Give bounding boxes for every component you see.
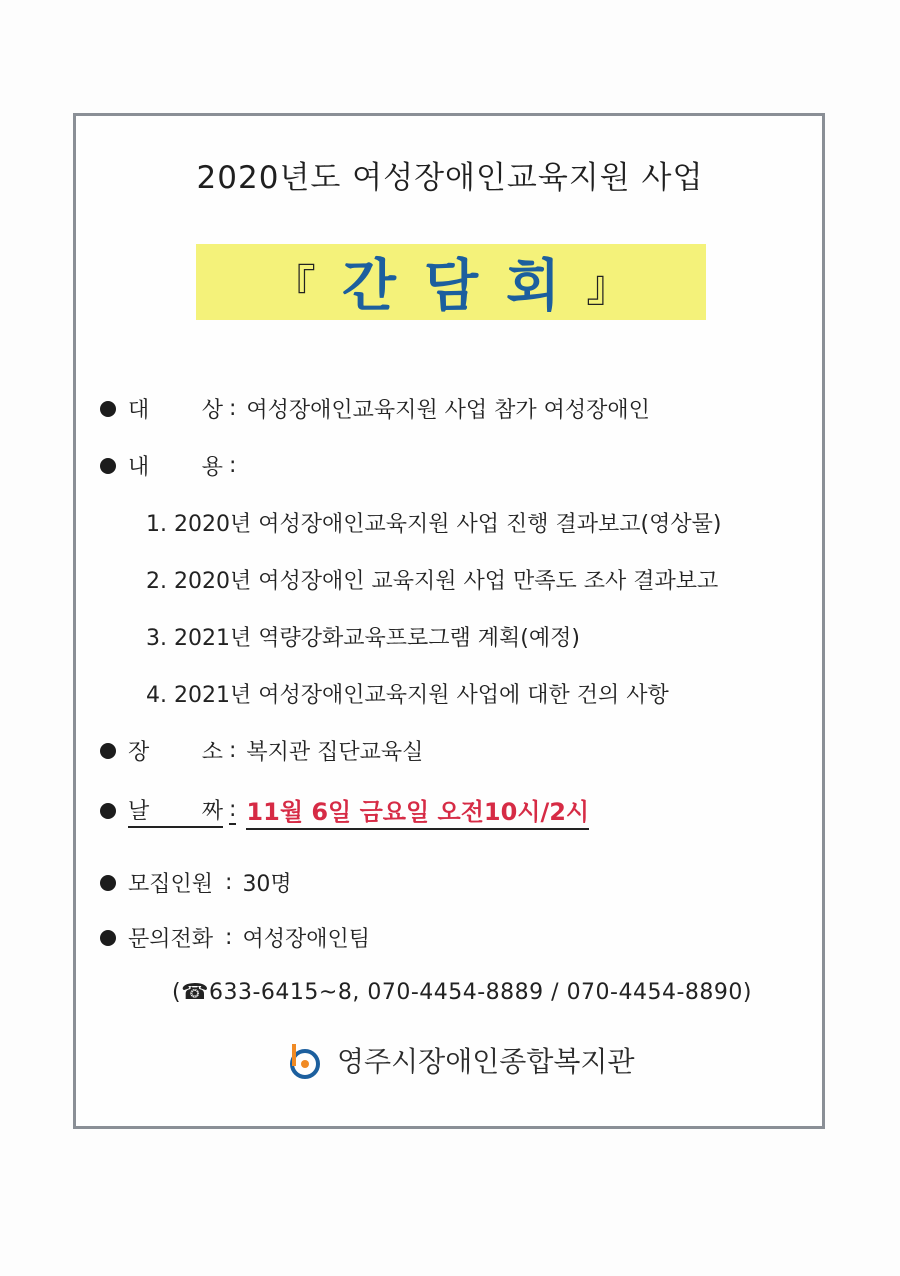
date-label: 날 짜 <box>128 794 223 828</box>
organization <box>283 1040 635 1080</box>
target-label: 대 상 <box>128 398 223 423</box>
capacity-row: 모집인원 : 30명 <box>100 867 292 898</box>
bullet-icon <box>100 458 116 474</box>
phone-numbers: (☎633-6415~8, 070-4454-8889 / 070-4454-8890) <box>172 980 752 1005</box>
open-bracket: 『 <box>271 261 316 312</box>
bullet-icon <box>100 401 116 417</box>
capacity-label: 모집인원 <box>128 872 214 897</box>
list-item: 2. 2020년 여성장애인 교육지원 사업 만족도 조사 결과보고 <box>146 569 719 594</box>
place-label: 장 소 <box>128 740 223 765</box>
place-value: 복지관 집단교육실 <box>246 740 424 765</box>
place-row: 장 소 : 복지관 집단교육실 <box>100 735 423 766</box>
title-banner <box>196 244 706 320</box>
welfare-center-logo-icon <box>283 1040 323 1080</box>
date-row: 날 짜 : 11월 6일 금요일 오전10시/2시 <box>100 792 589 830</box>
bullet-icon <box>100 743 116 759</box>
bullet-icon <box>100 803 116 819</box>
inquiry-label: 문의전화 <box>128 927 214 952</box>
content-row: 내 용 : <box>100 450 246 481</box>
capacity-value: 30명 <box>242 872 292 897</box>
bullet-icon <box>100 875 116 891</box>
date-value: 11월 6일 금요일 오전10시/2시 <box>246 792 589 830</box>
list-item: 3. 2021년 역량강화교육프로그램 계획(예정) <box>146 626 580 651</box>
inquiry-value: 여성장애인팀 <box>242 927 370 952</box>
target-value: 여성장애인교육지원 사업 참가 여성장애인 <box>246 398 650 423</box>
organization-name: 영주시장애인종합복지관 <box>337 1045 635 1078</box>
inquiry-row: 문의전화 : 여성장애인팀 <box>100 922 370 953</box>
banner-title: 간담회 <box>341 254 589 319</box>
list-item: 1. 2020년 여성장애인교육지원 사업 진행 결과보고(영상물) <box>146 512 722 537</box>
page-title: 2020년도 여성장애인교육지원 사업 <box>196 160 704 196</box>
content-label: 내 용 <box>128 455 223 480</box>
bullet-icon <box>100 930 116 946</box>
close-bracket: 』 <box>586 261 631 312</box>
target-row: 대 상 : 여성장애인교육지원 사업 참가 여성장애인 <box>100 393 650 424</box>
list-item: 4. 2021년 여성장애인교육지원 사업에 대한 건의 사항 <box>146 683 669 708</box>
